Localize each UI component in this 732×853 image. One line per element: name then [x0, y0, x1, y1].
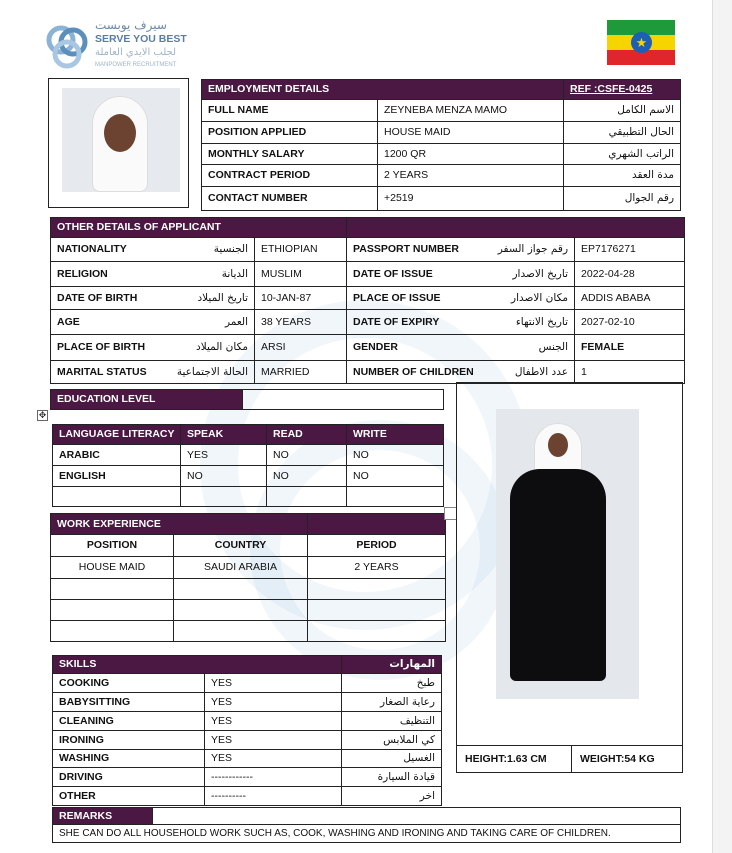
table-row: [53, 712, 442, 731]
table-row: [53, 445, 444, 466]
field-value: 1: [575, 361, 685, 384]
education-table: [50, 389, 444, 410]
work-cell: HOUSE MAID: [51, 557, 174, 579]
weight-value: WEIGHT:54 KG: [572, 745, 683, 773]
full-body-photo-frame: [456, 382, 683, 773]
table-row: [202, 187, 681, 211]
full-body-photo: [496, 409, 639, 699]
field-arabic-label: تاريخ الاصدار: [483, 262, 575, 287]
empty-cell: [174, 600, 308, 621]
row-value: 1200 QR: [378, 144, 564, 165]
field-value: ETHIOPIAN: [255, 238, 347, 262]
skill-label: OTHER: [53, 787, 205, 806]
field-label: DATE OF ISSUE: [347, 262, 483, 287]
table-row: [53, 674, 442, 693]
skills-header: SKILLS: [53, 656, 342, 674]
language-cell: NO: [347, 445, 444, 466]
language-cell: NO: [267, 445, 347, 466]
skill-value: YES: [205, 693, 342, 712]
other-details-table: [50, 217, 685, 384]
logo-name: SERVE YOU BEST: [95, 33, 187, 45]
column-header: COUNTRY: [174, 535, 308, 557]
language-cell: YES: [181, 445, 267, 466]
field-label: GENDER: [347, 335, 483, 361]
employment-details-table: [201, 79, 681, 211]
reference-link[interactable]: REF :CSFE-0425: [570, 83, 653, 95]
field-label: DATE OF EXPIRY: [347, 310, 483, 335]
empty-cell: [267, 487, 347, 507]
skill-arabic-label: طبخ: [342, 674, 442, 693]
language-cell: ENGLISH: [53, 466, 181, 487]
column-header: PERIOD: [308, 535, 446, 557]
field-value: 10-JAN-87: [255, 287, 347, 310]
empty-cell: [308, 600, 446, 621]
empty-cell: [174, 621, 308, 642]
logo-sub: MANPOWER RECRUITMENT: [95, 62, 177, 68]
field-label: NATIONALITY: [51, 238, 155, 262]
column-header: READ: [267, 425, 347, 445]
work-experience-table: [50, 513, 446, 642]
row-label: FULL NAME: [202, 100, 378, 122]
skill-arabic-label: كي الملابس: [342, 731, 442, 750]
employment-header: EMPLOYMENT DETAILS: [202, 80, 564, 100]
column-header: LANGUAGE LITERACY: [53, 425, 181, 445]
skill-label: WASHING: [53, 750, 205, 768]
field-value: ADDIS ABABA: [575, 287, 685, 310]
work-experience-header: WORK EXPERIENCE: [51, 514, 308, 535]
work-cell: SAUDI ARABIA: [174, 557, 308, 579]
table-row: [51, 238, 685, 262]
field-arabic-label: الديانة: [155, 262, 255, 287]
table-row: [53, 693, 442, 712]
row-label: CONTRACT PERIOD: [202, 165, 378, 187]
skill-value: ------------: [205, 768, 342, 787]
empty-cell: [308, 621, 446, 642]
field-arabic-label: مكان الاصدار: [483, 287, 575, 310]
table-row: [53, 750, 442, 768]
remarks-text: SHE CAN DO ALL HOUSEHOLD WORK SUCH AS, COOK, WASHING AND IRONING AND TAKING CARE OF CHILDREN.: [53, 825, 681, 843]
field-label: RELIGION: [51, 262, 155, 287]
empty-cell: [53, 487, 181, 507]
field-arabic-label: العمر: [155, 310, 255, 335]
page-edge: [712, 0, 732, 853]
table-move-handle-icon[interactable]: ✥: [38, 410, 47, 420]
field-label: AGE: [51, 310, 155, 335]
field-arabic-label: الجنسية: [155, 238, 255, 262]
table-row: [51, 335, 685, 361]
row-arabic-label: رقم الجوال: [564, 187, 681, 211]
table-row: [53, 731, 442, 750]
logo-arabic-name: سيرف يوبست: [95, 18, 167, 32]
table-row: [53, 425, 444, 445]
skill-label: COOKING: [53, 674, 205, 693]
table-row: [51, 361, 685, 384]
field-arabic-label: مكان الميلاد: [155, 335, 255, 361]
field-label: PLACE OF ISSUE: [347, 287, 483, 310]
empty-cell: [347, 487, 444, 507]
row-arabic-label: مدة العقد: [564, 165, 681, 187]
table-row: [53, 768, 442, 787]
field-value: 38 YEARS: [255, 310, 347, 335]
language-cell: ARABIC: [53, 445, 181, 466]
table-row: [51, 600, 446, 621]
table-row: [202, 122, 681, 144]
portrait-photo: [62, 88, 180, 192]
row-value: ZEYNEBA MENZA MAMO: [378, 100, 564, 122]
field-value: FEMALE: [575, 335, 685, 361]
skill-arabic-label: الغسيل: [342, 750, 442, 768]
language-cell: NO: [181, 466, 267, 487]
row-arabic-label: الحال التطبيقي: [564, 122, 681, 144]
row-arabic-label: الاسم الكامل: [564, 100, 681, 122]
skill-label: DRIVING: [53, 768, 205, 787]
table-row: [51, 287, 685, 310]
table-row: [202, 144, 681, 165]
empty-cell: [308, 579, 446, 600]
table-row: [53, 487, 444, 507]
row-arabic-label: الراتب الشهري: [564, 144, 681, 165]
field-arabic-label: تاريخ الميلاد: [155, 287, 255, 310]
skill-label: IRONING: [53, 731, 205, 750]
row-label: POSITION APPLIED: [202, 122, 378, 144]
table-row: [202, 100, 681, 122]
column-header: POSITION: [51, 535, 174, 557]
skill-arabic-label: رعاية الصغار: [342, 693, 442, 712]
row-value: +2519: [378, 187, 564, 211]
empty-cell: [51, 579, 174, 600]
field-label: PASSPORT NUMBER: [347, 238, 483, 262]
field-arabic-label: تاريخ الانتهاء: [483, 310, 575, 335]
field-arabic-label: الجنس: [483, 335, 575, 361]
remarks-table: [52, 807, 681, 843]
table-row: [51, 621, 446, 642]
company-logo: [45, 18, 185, 74]
field-value: MARRIED: [255, 361, 347, 384]
ethiopia-flag: [607, 20, 675, 65]
field-value: MUSLIM: [255, 262, 347, 287]
height-value: HEIGHT:1.63 CM: [457, 745, 572, 773]
other-details-header: OTHER DETAILS OF APPLICANT: [51, 218, 347, 238]
field-arabic-label: الحالة الاجتماعية: [155, 361, 255, 384]
table-row: [51, 262, 685, 287]
table-row: [51, 535, 446, 557]
language-cell: NO: [347, 466, 444, 487]
field-value: ARSI: [255, 335, 347, 361]
table-row: [202, 165, 681, 187]
empty-cell: [51, 600, 174, 621]
row-label: MONTHLY SALARY: [202, 144, 378, 165]
education-header: EDUCATION LEVEL: [51, 390, 243, 410]
skill-arabic-label: اخر: [342, 787, 442, 806]
table-row: [53, 466, 444, 487]
field-value: 2022-04-28: [575, 262, 685, 287]
row-label: CONTACT NUMBER: [202, 187, 378, 211]
column-header: WRITE: [347, 425, 444, 445]
language-cell: NO: [267, 466, 347, 487]
flag-star-icon: ★: [631, 32, 652, 53]
logo-knot-icon: [45, 22, 91, 70]
skill-label: CLEANING: [53, 712, 205, 731]
field-label: NUMBER OF CHILDREN: [347, 361, 483, 384]
skill-arabic-label: قيادة السيارة: [342, 768, 442, 787]
work-cell: 2 YEARS: [308, 557, 446, 579]
empty-cell: [51, 621, 174, 642]
skill-value: ----------: [205, 787, 342, 806]
field-label: MARITAL STATUS: [51, 361, 155, 384]
skill-value: YES: [205, 750, 342, 768]
table-row: [51, 557, 446, 579]
education-value: [243, 390, 444, 410]
empty-cell: [174, 579, 308, 600]
table-row: [51, 579, 446, 600]
skill-arabic-label: التنظيف: [342, 712, 442, 731]
field-label: PLACE OF BIRTH: [51, 335, 155, 361]
column-header: SPEAK: [181, 425, 267, 445]
skills-table: [52, 655, 442, 806]
table-row: [53, 787, 442, 806]
logo-arabic-sub: لجلب الايدي العاملة: [95, 47, 177, 58]
remarks-header: REMARKS: [53, 808, 153, 825]
field-value: EP7176271: [575, 238, 685, 262]
empty-cell: [181, 487, 267, 507]
skill-label: BABYSITTING: [53, 693, 205, 712]
language-table: [52, 424, 444, 507]
table-row: [51, 310, 685, 335]
field-arabic-label: عدد الاطفال: [483, 361, 575, 384]
field-label: DATE OF BIRTH: [51, 287, 155, 310]
field-value: 2027-02-10: [575, 310, 685, 335]
skill-value: YES: [205, 712, 342, 731]
row-value: HOUSE MAID: [378, 122, 564, 144]
field-arabic-label: رقم جواز السفر: [483, 238, 575, 262]
row-value: 2 YEARS: [378, 165, 564, 187]
skill-value: YES: [205, 674, 342, 693]
skills-arabic-header: المهارات: [342, 656, 442, 674]
portrait-photo-frame: [48, 78, 189, 208]
skill-value: YES: [205, 731, 342, 750]
